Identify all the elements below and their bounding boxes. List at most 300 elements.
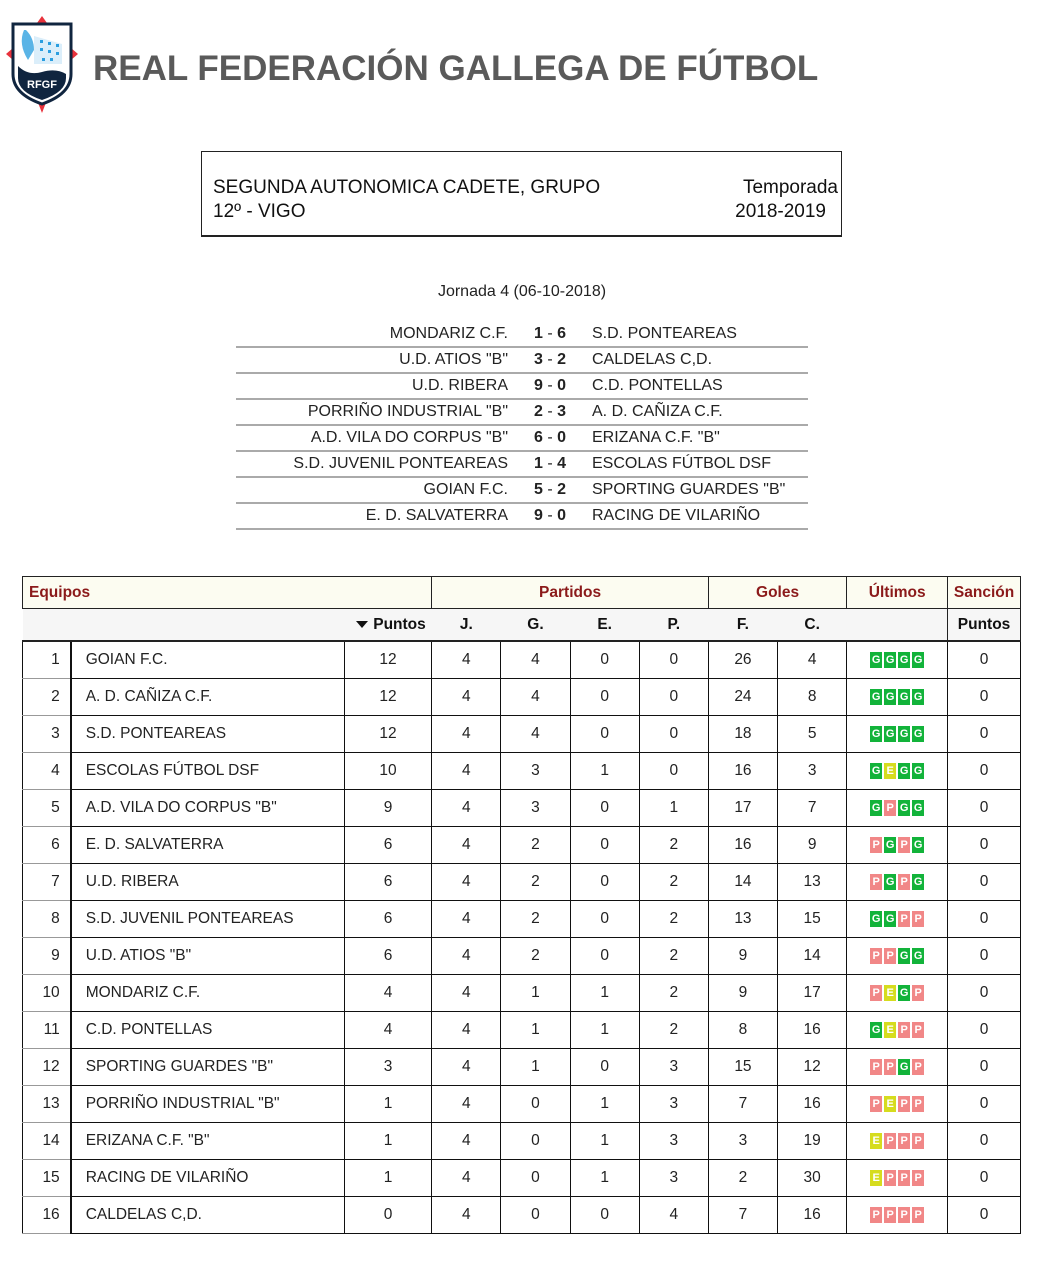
away-team[interactable]: CALDELAS C,D. [592,347,808,373]
last-results [847,1049,948,1086]
result-row [236,451,808,477]
last-results [847,827,948,864]
stat-f: 9 [708,975,777,1012]
score-separator: - [542,455,558,472]
stat-c: 17 [778,975,847,1012]
stat-pts: 6 [344,827,432,864]
sort-desc-icon [356,621,368,628]
standings-row [23,1160,1021,1197]
sanction-points: 0 [948,901,1021,938]
score [508,451,592,477]
stat-pts: 6 [344,938,432,975]
stat-g: 0 [501,1086,570,1123]
last-results [847,901,948,938]
stat-e: 0 [570,864,639,901]
stat-g: 0 [501,1197,570,1234]
team-name[interactable]: ESCOLAS FÚTBOL DSF [71,753,345,790]
stat-j: 4 [432,827,501,864]
stat-c: 16 [778,1012,847,1049]
stat-j: 4 [432,1086,501,1123]
standings-row [23,716,1021,753]
sanction-points: 0 [948,679,1021,716]
result-badge-P: P [898,874,910,890]
stat-e: 1 [570,753,639,790]
result-badge-G: G [913,838,923,851]
stat-j: 4 [432,1012,501,1049]
result-badge-P: P [898,837,910,853]
stat-j: 4 [432,901,501,938]
result-badge-G: G [871,653,881,666]
stat-j: 4 [432,641,501,679]
result-badge-G: G [871,727,881,740]
home-goals: 9 [533,507,543,524]
stat-j: 4 [432,679,501,716]
result-badge-G: G [885,838,895,851]
season [735,176,838,224]
away-team[interactable]: C.D. PONTELLAS [592,373,808,399]
sanction-points: 0 [948,1160,1021,1197]
result-badge-P: P [912,1059,924,1075]
home-team[interactable]: GOIAN F.C. [236,477,508,503]
home-goals: 5 [533,481,543,498]
header-e[interactable]: E. [570,609,639,642]
stat-c: 8 [778,679,847,716]
stat-p: 3 [639,1049,708,1086]
last-results [847,716,948,753]
team-name[interactable]: A.D. VILA DO CORPUS "B" [71,790,345,827]
home-team[interactable]: S.D. JUVENIL PONTEAREAS [236,451,508,477]
stat-p: 0 [639,679,708,716]
stat-j: 4 [432,753,501,790]
stat-pts: 4 [344,1012,432,1049]
score-separator: - [542,325,558,342]
result-badge-E: E [884,985,896,1001]
stat-g: 2 [501,864,570,901]
result-badge-P: P [898,1207,910,1223]
result-badge-G: G [899,801,909,814]
stat-p: 1 [639,790,708,827]
last-results [847,938,948,975]
sanction-points: 0 [948,975,1021,1012]
result-row [236,425,808,451]
result-badge-G: G [913,690,923,703]
stat-e: 1 [570,1086,639,1123]
stat-pts: 3 [344,1049,432,1086]
header-puntos: Puntos [373,615,426,633]
result-badge-P: P [912,1207,924,1223]
position: 15 [23,1160,71,1197]
stat-f: 16 [708,827,777,864]
column-header-row [23,609,1021,642]
stat-p: 2 [639,864,708,901]
standings-row [23,938,1021,975]
result-badge-G: G [899,690,909,703]
home-team[interactable]: E. D. SALVATERRA [236,503,508,529]
position: 10 [23,975,71,1012]
score [508,373,592,399]
last-results [847,679,948,716]
rfgf-logo[interactable] [4,14,80,114]
away-team[interactable]: ERIZANA C.F. "B" [592,425,808,451]
last-results [847,1160,948,1197]
result-badge-P: P [870,1096,882,1112]
stat-e: 0 [570,827,639,864]
stat-e: 0 [570,1049,639,1086]
stat-p: 2 [639,975,708,1012]
result-badge-G: G [871,912,881,925]
home-goals: 1 [533,325,543,342]
stat-g: 3 [501,753,570,790]
stat-e: 0 [570,790,639,827]
result-badge-E: E [884,763,896,779]
result-badge-P: P [870,837,882,853]
stat-j: 4 [432,938,501,975]
away-goals: 2 [557,481,567,498]
home-goals: 9 [533,377,543,394]
result-badge-G: G [899,1060,909,1073]
group-header-row [23,577,1021,609]
home-team[interactable]: MONDARIZ C.F. [236,322,508,347]
team-name[interactable]: SPORTING GUARDES "B" [71,1049,345,1086]
stat-e: 0 [570,679,639,716]
stat-f: 15 [708,1049,777,1086]
away-team[interactable]: A. D. CAÑIZA C.F. [592,399,808,425]
logo-text: RFGF [27,79,57,91]
away-team[interactable]: ESCOLAS FÚTBOL DSF [592,451,808,477]
standings-row [23,753,1021,790]
header-j[interactable]: J. [432,609,501,642]
stat-e: 1 [570,1123,639,1160]
stat-f: 16 [708,753,777,790]
result-badge-P: P [898,911,910,927]
home-team[interactable]: PORRIÑO INDUSTRIAL "B" [236,399,508,425]
stat-j: 4 [432,790,501,827]
stat-pts: 1 [344,1160,432,1197]
stat-f: 26 [708,641,777,679]
sanction-points: 0 [948,1012,1021,1049]
competition-name-line2: 12º - VIGO [213,201,306,222]
team-name[interactable]: C.D. PONTELLAS [71,1012,345,1049]
result-row [236,399,808,425]
standings-row [23,679,1021,716]
stat-p: 0 [639,641,708,679]
result-badge-P: P [870,874,882,890]
stat-e: 0 [570,641,639,679]
position: 13 [23,1086,71,1123]
header-sancion: Sanción [948,577,1021,609]
last-results [847,641,948,679]
standings-table [22,576,1021,1234]
sanction-points: 0 [948,753,1021,790]
team-name[interactable]: S.D. PONTEAREAS [71,716,345,753]
last-results [847,790,948,827]
away-goals: 0 [557,429,567,446]
score [508,347,592,373]
away-goals: 0 [557,507,567,524]
stat-e: 0 [570,901,639,938]
result-badge-P: P [912,1133,924,1149]
result-badge-G: G [885,690,895,703]
stat-e: 1 [570,1160,639,1197]
team-name[interactable]: A. D. CAÑIZA C.F. [71,679,345,716]
team-name[interactable]: RACING DE VILARIÑO [71,1160,345,1197]
stat-f: 7 [708,1197,777,1234]
stat-e: 0 [570,716,639,753]
team-name[interactable]: S.D. JUVENIL PONTEAREAS [71,901,345,938]
score-separator: - [542,403,558,420]
result-badge-P: P [870,985,882,1001]
away-team[interactable]: S.D. PONTEAREAS [592,322,808,347]
result-badge-G: G [885,727,895,740]
stat-c: 4 [778,641,847,679]
standings-row [23,975,1021,1012]
result-badge-P: P [912,985,924,1001]
stat-j: 4 [432,1123,501,1160]
result-badge-P: P [870,1059,882,1075]
result-row [236,477,808,503]
result-badge-G: G [899,949,909,962]
team-name[interactable]: U.D. ATIOS "B" [71,938,345,975]
season-label: Temporada [742,177,838,198]
last-results [847,1197,948,1234]
stat-p: 3 [639,1160,708,1197]
stat-pts: 1 [344,1086,432,1123]
team-name[interactable]: E. D. SALVATERRA [71,827,345,864]
stat-g: 4 [501,641,570,679]
stat-c: 19 [778,1123,847,1160]
result-badge-E: E [884,1096,896,1112]
home-team[interactable]: U.D. RIBERA [236,373,508,399]
stat-pts: 4 [344,975,432,1012]
result-badge-P: P [884,800,896,816]
sanction-points: 0 [948,716,1021,753]
stat-pts: 6 [344,864,432,901]
team-name[interactable]: ERIZANA C.F. "B" [71,1123,345,1160]
stat-f: 24 [708,679,777,716]
result-badge-G: G [913,801,923,814]
position: 12 [23,1049,71,1086]
result-badge-P: P [898,1133,910,1149]
away-goals: 6 [557,325,567,342]
sanction-points: 0 [948,827,1021,864]
stat-g: 4 [501,716,570,753]
away-goals: 2 [557,351,567,368]
position: 9 [23,938,71,975]
stat-c: 15 [778,901,847,938]
away-goals: 0 [557,377,567,394]
score-separator: - [542,351,558,368]
result-badge-G: G [913,727,923,740]
stat-c: 16 [778,1197,847,1234]
result-badge-G: G [885,912,895,925]
result-badge-P: P [912,1170,924,1186]
result-badge-P: P [884,948,896,964]
header-c[interactable]: C. [778,609,847,642]
stat-g: 1 [501,975,570,1012]
season-value: 2018-2019 [735,201,826,222]
stat-e: 0 [570,1197,639,1234]
sanction-points: 0 [948,938,1021,975]
header-f[interactable]: F. [708,609,777,642]
sanction-points: 0 [948,1086,1021,1123]
stat-g: 0 [501,1123,570,1160]
result-badge-G: G [899,986,909,999]
stat-p: 0 [639,716,708,753]
position: 3 [23,716,71,753]
sanction-points: 0 [948,641,1021,679]
stat-pts: 1 [344,1123,432,1160]
position: 4 [23,753,71,790]
stat-e: 1 [570,1012,639,1049]
result-badge-P: P [898,1170,910,1186]
stat-g: 4 [501,679,570,716]
score-separator: - [542,481,558,498]
last-results [847,864,948,901]
stat-pts: 12 [344,716,432,753]
result-badge-G: G [871,764,881,777]
stat-pts: 9 [344,790,432,827]
stat-c: 9 [778,827,847,864]
team-name[interactable]: CALDELAS C,D. [71,1197,345,1234]
home-goals: 6 [533,429,543,446]
home-goals: 3 [533,351,543,368]
position: 2 [23,679,71,716]
home-team[interactable]: U.D. ATIOS "B" [236,347,508,373]
result-badge-P: P [884,1207,896,1223]
header-team [71,609,345,642]
sanction-points: 0 [948,1049,1021,1086]
result-badge-P: P [884,1059,896,1075]
stat-j: 4 [432,1197,501,1234]
stat-pts: 12 [344,679,432,716]
header-g[interactable]: G. [501,609,570,642]
header-p[interactable]: P. [639,609,708,642]
result-badge-P: P [912,1096,924,1112]
stat-pts: 6 [344,901,432,938]
stat-g: 0 [501,1160,570,1197]
standings-row [23,1012,1021,1049]
header-equipos: Equipos [23,577,432,609]
stat-f: 3 [708,1123,777,1160]
stat-f: 18 [708,716,777,753]
stat-p: 2 [639,1012,708,1049]
sanction-points: 0 [948,1123,1021,1160]
last-results [847,1086,948,1123]
home-team[interactable]: A.D. VILA DO CORPUS "B" [236,425,508,451]
result-row [236,347,808,373]
stat-c: 3 [778,753,847,790]
result-row [236,373,808,399]
matchday-results [236,322,808,530]
score-separator: - [542,429,558,446]
result-row [236,503,808,529]
result-badge-G: G [871,690,881,703]
last-results [847,975,948,1012]
stat-pts: 0 [344,1197,432,1234]
last-results [847,753,948,790]
position: 7 [23,864,71,901]
stat-p: 2 [639,901,708,938]
standings-row [23,864,1021,901]
standings-row [23,1123,1021,1160]
header-pos [23,609,71,642]
result-badge-G: G [871,801,881,814]
last-results [847,1123,948,1160]
score-separator: - [542,377,558,394]
stat-f: 9 [708,938,777,975]
result-badge-G: G [871,1023,881,1036]
result-badge-P: P [912,1022,924,1038]
standings-row [23,1197,1021,1234]
standings-row [23,901,1021,938]
position: 8 [23,901,71,938]
result-badge-G: G [899,764,909,777]
team-name[interactable]: PORRIÑO INDUSTRIAL "B" [71,1086,345,1123]
stat-p: 4 [639,1197,708,1234]
header-partidos: Partidos [432,577,709,609]
result-badge-E: E [884,1022,896,1038]
result-badge-G: G [913,949,923,962]
result-badge-G: G [885,875,895,888]
stat-g: 1 [501,1049,570,1086]
rfgf-shield-icon [4,14,80,114]
stat-j: 4 [432,1160,501,1197]
header-goles: Goles [708,577,846,609]
score [508,503,592,529]
stat-c: 30 [778,1160,847,1197]
stat-c: 5 [778,716,847,753]
team-name[interactable]: U.D. RIBERA [71,864,345,901]
stat-e: 0 [570,938,639,975]
standings-row [23,790,1021,827]
score [508,322,592,347]
standings-row [23,641,1021,679]
away-team[interactable]: RACING DE VILARIÑO [592,503,808,529]
team-name[interactable]: MONDARIZ C.F. [71,975,345,1012]
stat-j: 4 [432,1049,501,1086]
result-badge-P: P [898,1022,910,1038]
matchday-title: Jornada 4 (06-10-2018) [437,283,607,300]
stat-f: 2 [708,1160,777,1197]
stat-e: 1 [570,975,639,1012]
stat-p: 0 [639,753,708,790]
stat-j: 4 [432,975,501,1012]
stat-c: 7 [778,790,847,827]
away-team[interactable]: SPORTING GUARDES "B" [592,477,808,503]
stat-g: 2 [501,938,570,975]
site-title: REAL FEDERACIÓN GALLEGA DE FÚTBOL [93,49,819,88]
stat-f: 8 [708,1012,777,1049]
stat-p: 2 [639,827,708,864]
sanction-points: 0 [948,790,1021,827]
stat-c: 12 [778,1049,847,1086]
result-badge-P: P [870,948,882,964]
position: 16 [23,1197,71,1234]
stat-f: 7 [708,1086,777,1123]
header-sancion-puntos: Puntos [948,609,1021,642]
team-name[interactable]: GOIAN F.C. [71,641,345,679]
stat-c: 14 [778,938,847,975]
header-last-blank [847,609,948,642]
stat-c: 13 [778,864,847,901]
stat-p: 3 [639,1123,708,1160]
result-badge-E: E [870,1133,882,1149]
competition-name [213,176,600,224]
stat-g: 2 [501,827,570,864]
away-goals: 4 [557,455,567,472]
sort-by-points[interactable] [344,609,432,642]
stat-f: 17 [708,790,777,827]
